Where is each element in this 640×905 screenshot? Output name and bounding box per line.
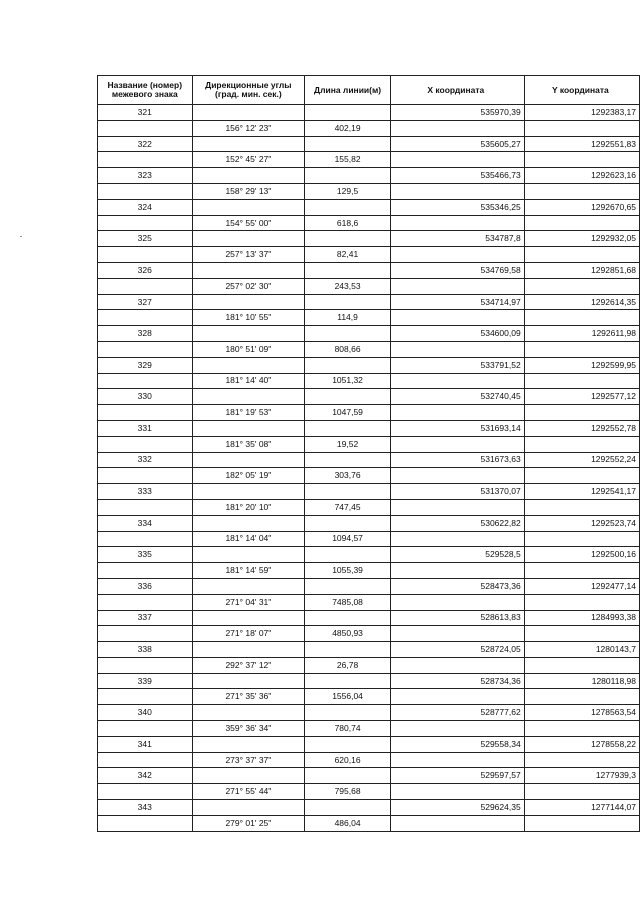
segment-row	[98, 373, 640, 389]
segment-length: 808,66	[305, 341, 391, 357]
point-angle-blank	[192, 294, 305, 310]
segment-row	[98, 310, 640, 326]
point-name: 337	[98, 610, 193, 626]
point-row	[98, 515, 640, 531]
segment-x-blank	[390, 405, 524, 421]
segment-y-blank	[524, 278, 639, 294]
segment-row	[98, 405, 640, 421]
segment-name-blank	[98, 152, 193, 168]
point-row	[98, 357, 640, 373]
segment-angle: 359° 36' 34"	[192, 721, 305, 737]
point-name: 340	[98, 705, 193, 721]
point-x: 529528,5	[390, 547, 524, 563]
point-x: 529558,34	[390, 736, 524, 752]
point-x: 535346,25	[390, 199, 524, 215]
segment-length: 486,04	[305, 815, 391, 831]
point-y: 1280143,7	[524, 642, 639, 658]
header-length: Длина линии(м)	[305, 76, 391, 105]
point-angle-blank	[192, 515, 305, 531]
point-x: 534787,8	[390, 231, 524, 247]
point-name: 329	[98, 357, 193, 373]
segment-y-blank	[524, 310, 639, 326]
point-y: 1292614,35	[524, 294, 639, 310]
point-length-blank	[305, 199, 391, 215]
point-angle-blank	[192, 610, 305, 626]
point-row	[98, 642, 640, 658]
segment-row	[98, 215, 640, 231]
point-x: 532740,45	[390, 389, 524, 405]
header-y: Y координата	[524, 76, 639, 105]
segment-angle: 257° 02' 30"	[192, 278, 305, 294]
segment-angle: 271° 35' 36"	[192, 689, 305, 705]
segment-length: 620,16	[305, 752, 391, 768]
point-x: 531370,07	[390, 484, 524, 500]
point-length-blank	[305, 673, 391, 689]
segment-y-blank	[524, 752, 639, 768]
header-x: X координата	[390, 76, 524, 105]
point-x: 530622,82	[390, 515, 524, 531]
point-row	[98, 420, 640, 436]
point-name: 321	[98, 105, 193, 121]
segment-row	[98, 278, 640, 294]
point-name: 331	[98, 420, 193, 436]
segment-row	[98, 531, 640, 547]
point-y: 1292851,68	[524, 262, 639, 278]
point-y: 1292577,12	[524, 389, 639, 405]
point-name: 343	[98, 800, 193, 816]
point-row	[98, 105, 640, 121]
segment-length: 780,74	[305, 721, 391, 737]
point-y: 1277939,3	[524, 768, 639, 784]
segment-x-blank	[390, 373, 524, 389]
segment-angle: 152° 45' 27"	[192, 152, 305, 168]
point-row	[98, 326, 640, 342]
point-length-blank	[305, 357, 391, 373]
point-x: 529624,35	[390, 800, 524, 816]
point-y: 1278558,22	[524, 736, 639, 752]
point-x: 528613,83	[390, 610, 524, 626]
point-length-blank	[305, 547, 391, 563]
segment-length: 747,45	[305, 499, 391, 515]
point-row	[98, 768, 640, 784]
segment-length: 82,41	[305, 247, 391, 263]
segment-name-blank	[98, 626, 193, 642]
boundary-points-table	[97, 75, 640, 832]
point-length-blank	[305, 800, 391, 816]
segment-length: 1047,59	[305, 405, 391, 421]
segment-row	[98, 563, 640, 579]
segment-name-blank	[98, 657, 193, 673]
point-row	[98, 610, 640, 626]
segment-name-blank	[98, 689, 193, 705]
point-row	[98, 452, 640, 468]
point-x: 528473,36	[390, 578, 524, 594]
segment-angle: 181° 14' 40"	[192, 373, 305, 389]
segment-x-blank	[390, 310, 524, 326]
point-length-blank	[305, 105, 391, 121]
segment-angle: 181° 14' 59"	[192, 563, 305, 579]
segment-y-blank	[524, 784, 639, 800]
point-length-blank	[305, 736, 391, 752]
point-y: 1292477,14	[524, 578, 639, 594]
segment-length: 155,82	[305, 152, 391, 168]
point-x: 535605,27	[390, 136, 524, 152]
segment-name-blank	[98, 752, 193, 768]
point-length-blank	[305, 231, 391, 247]
segment-row	[98, 784, 640, 800]
segment-name-blank	[98, 499, 193, 515]
point-name: 327	[98, 294, 193, 310]
segment-row	[98, 468, 640, 484]
segment-length: 4850,93	[305, 626, 391, 642]
segment-y-blank	[524, 563, 639, 579]
point-angle-blank	[192, 262, 305, 278]
segment-length: 1094,57	[305, 531, 391, 547]
segment-row	[98, 152, 640, 168]
point-angle-blank	[192, 642, 305, 658]
point-length-blank	[305, 326, 391, 342]
segment-x-blank	[390, 531, 524, 547]
point-angle-blank	[192, 736, 305, 752]
point-y: 1292932,05	[524, 231, 639, 247]
segment-name-blank	[98, 468, 193, 484]
point-angle-blank	[192, 705, 305, 721]
point-row	[98, 547, 640, 563]
segment-y-blank	[524, 594, 639, 610]
point-y: 1284993,38	[524, 610, 639, 626]
point-y: 1292623,16	[524, 168, 639, 184]
segment-length: 243,53	[305, 278, 391, 294]
point-row	[98, 262, 640, 278]
segment-angle: 273° 37' 37"	[192, 752, 305, 768]
segment-name-blank	[98, 563, 193, 579]
segment-name-blank	[98, 405, 193, 421]
point-name: 341	[98, 736, 193, 752]
point-length-blank	[305, 294, 391, 310]
segment-length: 1556,04	[305, 689, 391, 705]
point-y: 1292552,78	[524, 420, 639, 436]
segment-length: 129,5	[305, 183, 391, 199]
segment-y-blank	[524, 499, 639, 515]
point-angle-blank	[192, 199, 305, 215]
segment-angle: 181° 20' 10"	[192, 499, 305, 515]
point-angle-blank	[192, 800, 305, 816]
segment-row	[98, 120, 640, 136]
point-name: 336	[98, 578, 193, 594]
point-angle-blank	[192, 484, 305, 500]
segment-row	[98, 752, 640, 768]
segment-length: 114,9	[305, 310, 391, 326]
segment-row	[98, 436, 640, 452]
segment-name-blank	[98, 215, 193, 231]
point-row	[98, 705, 640, 721]
point-row	[98, 168, 640, 184]
segment-x-blank	[390, 120, 524, 136]
segment-x-blank	[390, 499, 524, 515]
segment-name-blank	[98, 183, 193, 199]
point-length-blank	[305, 420, 391, 436]
point-angle-blank	[192, 768, 305, 784]
segment-y-blank	[524, 215, 639, 231]
segment-length: 1055,39	[305, 563, 391, 579]
segment-row	[98, 183, 640, 199]
point-length-blank	[305, 642, 391, 658]
segment-length: 1051,32	[305, 373, 391, 389]
point-name: 326	[98, 262, 193, 278]
segment-y-blank	[524, 247, 639, 263]
point-name: 342	[98, 768, 193, 784]
segment-y-blank	[524, 531, 639, 547]
point-y: 1280118,98	[524, 673, 639, 689]
point-angle-blank	[192, 389, 305, 405]
segment-y-blank	[524, 721, 639, 737]
segment-name-blank	[98, 594, 193, 610]
segment-angle: 271° 55' 44"	[192, 784, 305, 800]
segment-x-blank	[390, 436, 524, 452]
segment-name-blank	[98, 531, 193, 547]
point-x: 534769,58	[390, 262, 524, 278]
segment-x-blank	[390, 594, 524, 610]
point-name: 339	[98, 673, 193, 689]
point-y: 1292541,17	[524, 484, 639, 500]
segment-x-blank	[390, 657, 524, 673]
point-x: 528734,36	[390, 673, 524, 689]
header-angle: Дирекционные углы (град. мин. сек.)	[192, 76, 305, 105]
segment-length: 402,19	[305, 120, 391, 136]
segment-angle: 156° 12' 23"	[192, 120, 305, 136]
point-row	[98, 294, 640, 310]
segment-name-blank	[98, 784, 193, 800]
header-name: Название (номер) межевого знака	[98, 76, 193, 105]
segment-y-blank	[524, 120, 639, 136]
segment-name-blank	[98, 341, 193, 357]
point-x: 534714,97	[390, 294, 524, 310]
point-row	[98, 136, 640, 152]
segment-length: 618,6	[305, 215, 391, 231]
point-angle-blank	[192, 168, 305, 184]
point-y: 1292551,83	[524, 136, 639, 152]
segment-name-blank	[98, 436, 193, 452]
segment-x-blank	[390, 278, 524, 294]
segment-angle: 181° 35' 08"	[192, 436, 305, 452]
segment-name-blank	[98, 721, 193, 737]
segment-angle: 154° 55' 00"	[192, 215, 305, 231]
segment-length: 795,68	[305, 784, 391, 800]
point-y: 1292500,16	[524, 547, 639, 563]
segment-y-blank	[524, 183, 639, 199]
point-angle-blank	[192, 420, 305, 436]
point-angle-blank	[192, 136, 305, 152]
point-angle-blank	[192, 231, 305, 247]
segment-y-blank	[524, 689, 639, 705]
point-x: 535970,39	[390, 105, 524, 121]
point-name: 330	[98, 389, 193, 405]
segment-row	[98, 594, 640, 610]
segment-row	[98, 689, 640, 705]
segment-row	[98, 721, 640, 737]
point-length-blank	[305, 705, 391, 721]
segment-x-blank	[390, 721, 524, 737]
segment-length: 303,76	[305, 468, 391, 484]
point-length-blank	[305, 452, 391, 468]
point-angle-blank	[192, 357, 305, 373]
segment-y-blank	[524, 436, 639, 452]
segment-y-blank	[524, 468, 639, 484]
segment-x-blank	[390, 183, 524, 199]
point-angle-blank	[192, 673, 305, 689]
point-name: 322	[98, 136, 193, 152]
segment-y-blank	[524, 405, 639, 421]
point-name: 332	[98, 452, 193, 468]
point-name: 335	[98, 547, 193, 563]
point-name: 323	[98, 168, 193, 184]
segment-angle: 279° 01' 25"	[192, 815, 305, 831]
scan-speck	[20, 236, 22, 237]
point-row	[98, 578, 640, 594]
point-angle-blank	[192, 578, 305, 594]
point-x: 531693,14	[390, 420, 524, 436]
point-length-blank	[305, 484, 391, 500]
segment-x-blank	[390, 784, 524, 800]
point-angle-blank	[192, 326, 305, 342]
segment-name-blank	[98, 278, 193, 294]
segment-angle: 257° 13' 37"	[192, 247, 305, 263]
point-name: 325	[98, 231, 193, 247]
segment-x-blank	[390, 752, 524, 768]
point-y: 1277144,07	[524, 800, 639, 816]
segment-x-blank	[390, 563, 524, 579]
point-name: 334	[98, 515, 193, 531]
point-length-blank	[305, 610, 391, 626]
segment-x-blank	[390, 815, 524, 831]
point-name: 328	[98, 326, 193, 342]
point-row	[98, 484, 640, 500]
point-row	[98, 800, 640, 816]
point-y: 1278563,54	[524, 705, 639, 721]
segment-angle: 158° 29' 13"	[192, 183, 305, 199]
segment-angle: 271° 18' 07"	[192, 626, 305, 642]
segment-y-blank	[524, 341, 639, 357]
point-y: 1292670,65	[524, 199, 639, 215]
segment-x-blank	[390, 247, 524, 263]
point-x: 534600,09	[390, 326, 524, 342]
point-length-blank	[305, 515, 391, 531]
point-angle-blank	[192, 105, 305, 121]
point-x: 528724,05	[390, 642, 524, 658]
point-y: 1292383,17	[524, 105, 639, 121]
point-length-blank	[305, 168, 391, 184]
segment-row	[98, 499, 640, 515]
point-angle-blank	[192, 452, 305, 468]
segment-angle: 181° 14' 04"	[192, 531, 305, 547]
segment-row	[98, 341, 640, 357]
segment-length: 26,78	[305, 657, 391, 673]
segment-angle: 292° 37' 12"	[192, 657, 305, 673]
point-length-blank	[305, 136, 391, 152]
point-row	[98, 736, 640, 752]
point-row	[98, 231, 640, 247]
segment-name-blank	[98, 247, 193, 263]
segment-y-blank	[524, 373, 639, 389]
segment-angle: 271° 04' 31"	[192, 594, 305, 610]
point-x: 531673,63	[390, 452, 524, 468]
point-x: 528777,62	[390, 705, 524, 721]
segment-y-blank	[524, 815, 639, 831]
point-y: 1292599,95	[524, 357, 639, 373]
point-angle-blank	[192, 547, 305, 563]
point-y: 1292611,98	[524, 326, 639, 342]
segment-x-blank	[390, 215, 524, 231]
segment-y-blank	[524, 626, 639, 642]
segment-x-blank	[390, 468, 524, 484]
point-x: 533791,52	[390, 357, 524, 373]
point-y: 1292523,74	[524, 515, 639, 531]
segment-angle: 180° 51' 09"	[192, 341, 305, 357]
point-y: 1292552,24	[524, 452, 639, 468]
segment-row	[98, 815, 640, 831]
segment-x-blank	[390, 626, 524, 642]
point-row	[98, 199, 640, 215]
segment-name-blank	[98, 373, 193, 389]
table-header-row	[98, 76, 640, 105]
segment-x-blank	[390, 689, 524, 705]
segment-row	[98, 247, 640, 263]
point-name: 324	[98, 199, 193, 215]
point-row	[98, 389, 640, 405]
segment-name-blank	[98, 310, 193, 326]
point-name: 333	[98, 484, 193, 500]
segment-row	[98, 657, 640, 673]
segment-angle: 181° 19' 53"	[192, 405, 305, 421]
point-length-blank	[305, 262, 391, 278]
segment-x-blank	[390, 152, 524, 168]
point-length-blank	[305, 768, 391, 784]
segment-length: 7485,08	[305, 594, 391, 610]
segment-y-blank	[524, 152, 639, 168]
segment-row	[98, 626, 640, 642]
segment-x-blank	[390, 341, 524, 357]
point-length-blank	[305, 389, 391, 405]
point-length-blank	[305, 578, 391, 594]
segment-angle: 182° 05' 19"	[192, 468, 305, 484]
point-row	[98, 673, 640, 689]
point-name: 338	[98, 642, 193, 658]
point-x: 529597,57	[390, 768, 524, 784]
segment-length: 19,52	[305, 436, 391, 452]
segment-name-blank	[98, 815, 193, 831]
point-x: 535466,73	[390, 168, 524, 184]
segment-angle: 181° 10' 55"	[192, 310, 305, 326]
table-body	[98, 105, 640, 832]
segment-name-blank	[98, 120, 193, 136]
segment-y-blank	[524, 657, 639, 673]
